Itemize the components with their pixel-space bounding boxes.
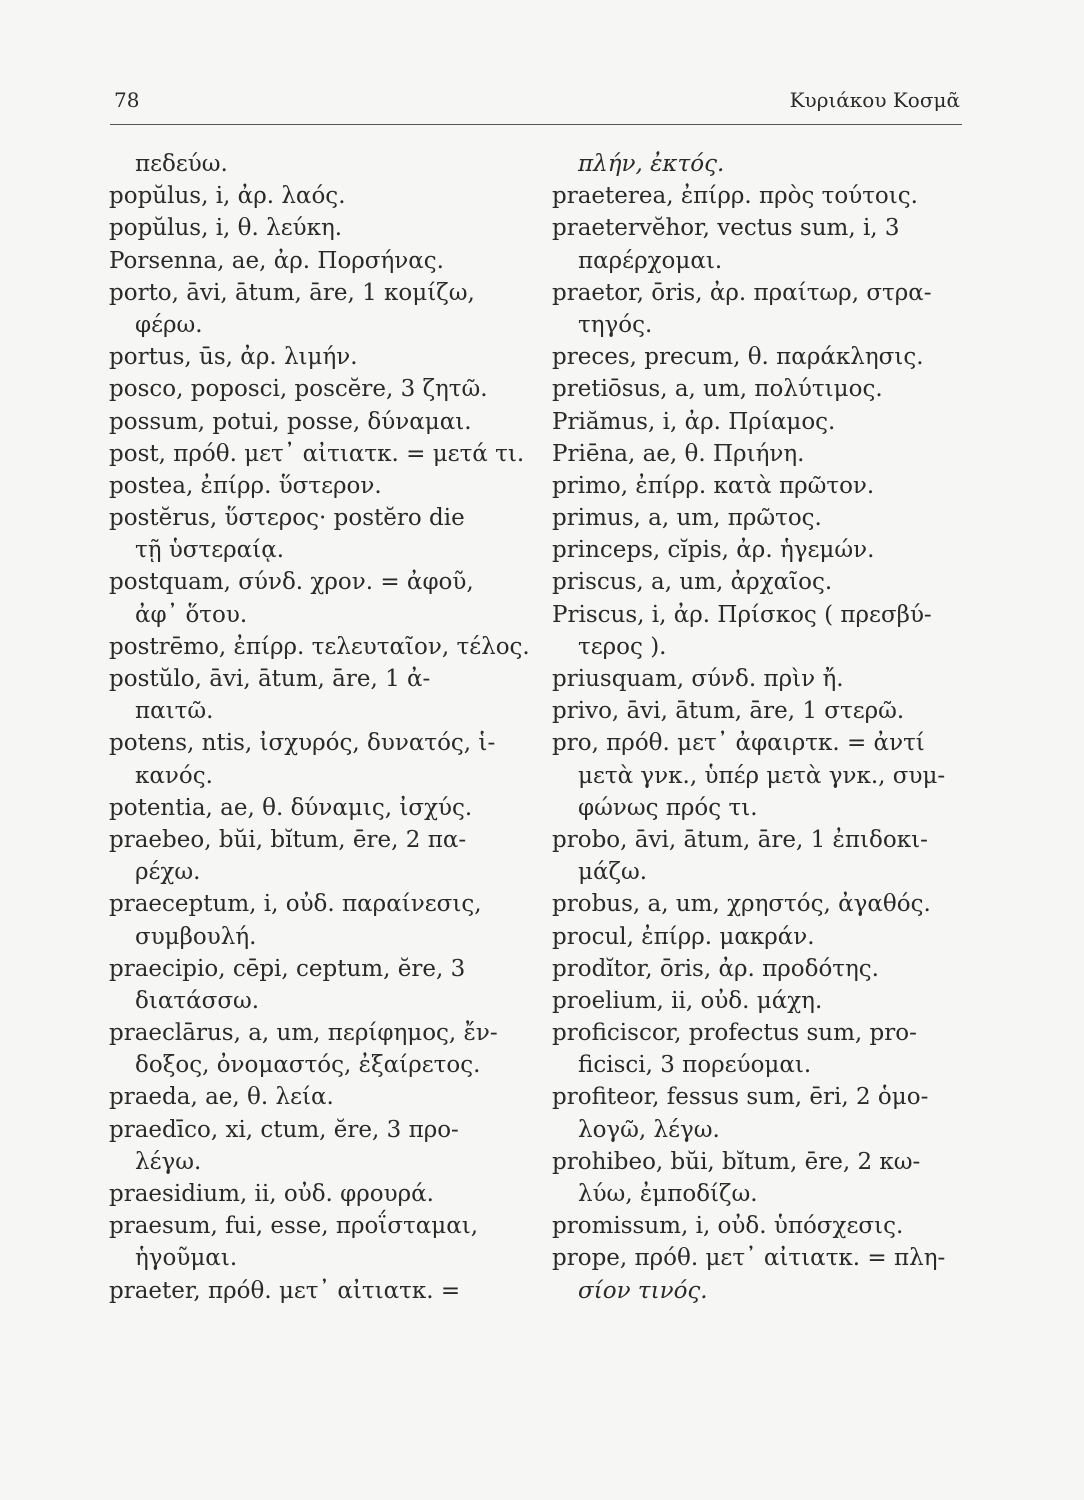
dictionary-line: μετὰ γνκ., ὑπέρ μετὰ γνκ., συμ- bbox=[578, 762, 946, 789]
left-column bbox=[109, 148, 530, 1307]
dictionary-line: Priscus, i, ἀρ. Πρίσκος ( πρεσβύ- bbox=[552, 601, 932, 628]
dictionary-line: promissum, i, οὐδ. ὑπόσχεσις. bbox=[552, 1213, 904, 1240]
dictionary-line: praeceptum, i, οὐδ. παραίνεσις, bbox=[109, 891, 482, 918]
dictionary-line: probo, āvi, ātum, āre, 1 ἐπιδοκι- bbox=[552, 826, 928, 853]
dictionary-line: praetor, ōris, ἀρ. πραίτωρ, στρα- bbox=[552, 279, 932, 306]
dictionary-line: preces, precum, θ. παράκλησις. bbox=[552, 344, 924, 371]
dictionary-line: princeps, cĭpis, ἀρ. ἡγεμών. bbox=[552, 537, 875, 564]
dictionary-line: φέρω. bbox=[135, 311, 203, 338]
dictionary-line: ficisci, 3 πορεύομαι. bbox=[578, 1052, 812, 1079]
dictionary-line: διατάσσω. bbox=[135, 987, 260, 1014]
dictionary-line: profiteor, fessus sum, ēri, 2 ὁμο- bbox=[552, 1084, 929, 1111]
dictionary-line: postquam, σύνδ. χρον. = ἀφοῦ, bbox=[109, 569, 474, 596]
dictionary-line: pro, πρόθ. μετ᾽ ἀφαιρτκ. = ἀντί bbox=[552, 730, 925, 757]
dictionary-line: λέγω. bbox=[135, 1148, 202, 1175]
dictionary-line: φώνως πρός τι. bbox=[578, 794, 758, 821]
dictionary-line: σίον τινός. bbox=[578, 1277, 708, 1304]
header-rule bbox=[110, 124, 962, 125]
dictionary-line: Priēna, ae, θ. Πριήνη. bbox=[552, 440, 805, 467]
dictionary-line: praesidium, ii, οὐδ. φρουρά. bbox=[109, 1181, 434, 1207]
dictionary-line: probus, a, um, χρηστός, ἀγαθός. bbox=[552, 891, 931, 918]
dictionary-line: prope, πρόθ. μετ᾽ αἰτιατκ. = πλη- bbox=[552, 1245, 946, 1272]
dictionary-line: priscus, a, um, ἀρχαῖος. bbox=[552, 569, 833, 596]
dictionary-line: proficiscor, profectus sum, pro- bbox=[552, 1020, 917, 1047]
dictionary-line: praecipio, cēpi, ceptum, ĕre, 3 bbox=[109, 955, 466, 982]
dictionary-line: posco, poposci, poscĕre, 3 ζητῶ. bbox=[109, 376, 488, 403]
dictionary-line: πλήν, ἐκτός. bbox=[578, 151, 725, 177]
dictionary-line: praebeo, bŭi, bĭtum, ēre, 2 πα- bbox=[109, 826, 467, 853]
right-column bbox=[552, 148, 962, 1307]
dictionary-line: postea, ἐπίρρ. ὕστερον. bbox=[109, 472, 382, 499]
dictionary-line: primo, ἐπίρρ. κατὰ πρῶτον. bbox=[552, 472, 875, 499]
dictionary-line: ἀφ᾽ ὅτου. bbox=[135, 601, 248, 628]
dictionary-line: τῇ ὑστεραίᾳ. bbox=[135, 537, 285, 564]
dictionary-line: portus, ūs, ἀρ. λιμήν. bbox=[109, 344, 358, 371]
dictionary-line: κανός. bbox=[135, 762, 213, 789]
dictionary-line: praeter, πρόθ. μετ᾽ αἰτιατκ. = bbox=[109, 1277, 461, 1304]
dictionary-line: λογῶ, λέγω. bbox=[578, 1116, 720, 1143]
dictionary-line: primus, a, um, πρῶτος. bbox=[552, 505, 822, 532]
running-head: Κυριάκου Κοσμᾶ bbox=[789, 88, 960, 112]
dictionary-line: μάζω. bbox=[578, 859, 648, 886]
dictionary-line: post, πρόθ. μετ᾽ αἰτιατκ. = μετά τι. bbox=[109, 440, 525, 467]
dictionary-line: popŭlus, i, ἀρ. λαός. bbox=[109, 183, 346, 210]
dictionary-line: procul, ἐπίρρ. μακράν. bbox=[552, 923, 815, 950]
dictionary-line: priusquam, σύνδ. πρὶν ἤ. bbox=[552, 666, 844, 692]
dictionary-line: praedīco, xi, ctum, ĕre, 3 προ- bbox=[109, 1116, 459, 1143]
dictionary-line: παιτῶ. bbox=[135, 698, 214, 725]
dictionary-line: πεδεύω. bbox=[135, 151, 228, 177]
dictionary-line: postrēmo, ἐπίρρ. τελευταῖον, τέλος. bbox=[109, 633, 530, 660]
dictionary-line: δοξος, ὀνομαστός, ἐξαίρετος. bbox=[135, 1052, 481, 1079]
dictionary-line: praeda, ae, θ. λεία. bbox=[109, 1084, 334, 1111]
dictionary-line: potentia, ae, θ. δύναμις, ἰσχύς. bbox=[109, 794, 473, 821]
dictionary-line: συμβουλή. bbox=[135, 923, 257, 950]
dictionary-line: popŭlus, i, θ. λεύκη. bbox=[109, 215, 343, 242]
dictionary-line: pretiōsus, a, um, πολύτιμος. bbox=[552, 376, 883, 403]
dictionary-line: praesum, fui, esse, προΐσταμαι, bbox=[109, 1213, 479, 1240]
dictionary-line: praeclārus, a, um, περίφημος, ἔν- bbox=[109, 1020, 498, 1047]
dictionary-line: praetervĕhor, vectus sum, i, 3 bbox=[552, 215, 900, 242]
dictionary-line: Priămus, i, ἀρ. Πρίαμος. bbox=[552, 408, 836, 435]
dictionary-line: postŭlo, āvi, ātum, āre, 1 ἀ- bbox=[109, 666, 431, 692]
dictionary-line: possum, potui, posse, δύναμαι. bbox=[109, 408, 472, 435]
dictionary-line: postĕrus, ὕστερος· postĕro die bbox=[109, 505, 465, 532]
dictionary-line: λύω, ἐμποδίζω. bbox=[578, 1181, 758, 1207]
dictionary-line: prohibeo, bŭi, bĭtum, ēre, 2 κω- bbox=[552, 1148, 921, 1175]
dictionary-line: ρέχω. bbox=[135, 859, 201, 886]
page-number: 78 bbox=[114, 88, 140, 112]
dictionary-line: porto, āvi, ātum, āre, 1 κομίζω, bbox=[109, 279, 475, 306]
dictionary-line: prodĭtor, ōris, ἀρ. προδότης. bbox=[552, 955, 879, 982]
dictionary-line: potens, ntis, ἰσχυρός, δυνατός, ἱ- bbox=[109, 730, 496, 757]
dictionary-line: παρέρχομαι. bbox=[578, 247, 723, 274]
dictionary-line: τηγός. bbox=[578, 311, 653, 338]
dictionary-line: proelium, ii, οὐδ. μάχη. bbox=[552, 987, 823, 1014]
dictionary-line: τερος ). bbox=[578, 633, 667, 660]
dictionary-line: praeterea, ἐπίρρ. πρὸς τούτοις. bbox=[552, 183, 918, 210]
dictionary-line: Porsenna, ae, ἀρ. Πορσήνας. bbox=[109, 247, 444, 274]
dictionary-line: privo, āvi, ātum, āre, 1 στερῶ. bbox=[552, 698, 905, 725]
dictionary-line: ἡγοῦμαι. bbox=[135, 1245, 238, 1272]
